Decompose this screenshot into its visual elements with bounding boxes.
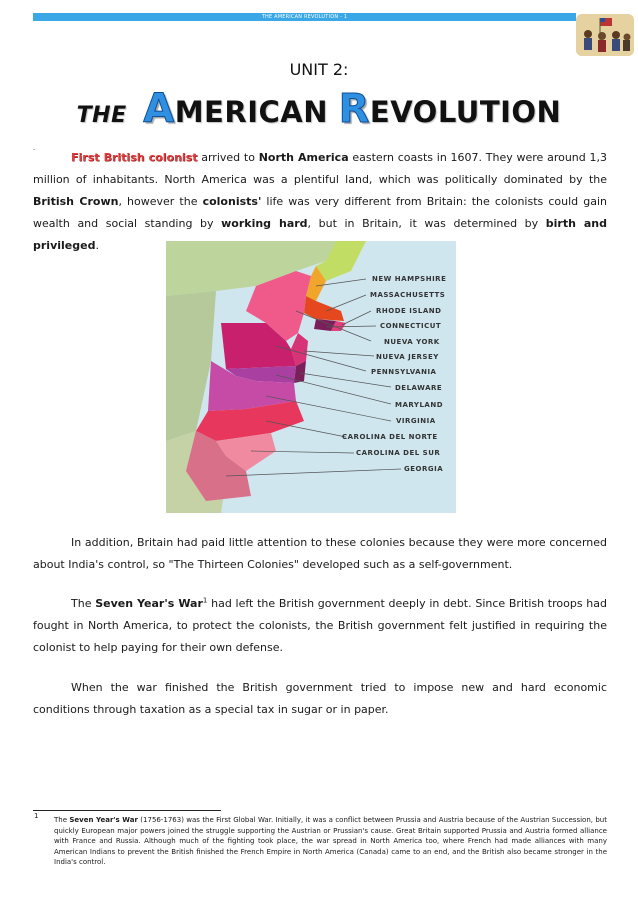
bullet-mark: - [33,146,36,153]
title-initial-r: R [338,86,370,132]
highlight-first-british-colonist: First British colonist [71,151,198,164]
map-label-massachusetts: MASSACHUSETTS [370,291,446,299]
paragraph-seven-years-war: The Seven Year's War$^1$ had left the British government deeply in debt. Since British troops had fought in North America, to protect the colonists, the British government felt justified in requiring the colonist to help paying for their own defense. [33,596,607,654]
map-label-new-hampshire: NEW HAMPSHIRE [372,275,447,283]
map-label-pennsylvania: PENNSYLVANIA [371,368,437,376]
title-the: THE [76,103,127,128]
map-label-carolina-del-norte: CAROLINA DEL NORTE [342,433,438,441]
page-title [0,86,638,132]
footnote-separator [33,810,221,811]
title-word-revolution: EVOLUTION [369,95,562,129]
map-label-nueva-jersey: NUEVA JERSEY [376,353,439,361]
footnote-reference[interactable]: 1 [202,596,208,605]
map-label-rhode-island: RHODE ISLAND [376,307,442,315]
map-label-virginia: VIRGINIA [396,417,436,425]
paragraph-taxation: When the war finished the British government tried to impose new and hard economic conditions through taxation as a special tax in sugar or in paper. [33,681,607,716]
soldiers-illustration [576,14,634,56]
footnote-text: The Seven Year's War (1756-1763) was the First Global War. Initially, it was a conflict between Prussia and Austria because of the Austrian Succession, but quickly European major powers joined the struggle supporting the Austrian or Prussian's cause. Great Britain supported Prussia and Austria formed alliance with France and Russia. Although much of the fighting took place, the war spread in North America too, where French had made alliances with many American Indians to prevent the British finished the French Empire in North America (Canada) came to an end, and the British also became stronger in the India's control. [54,816,607,866]
paragraph-intro: First British colonist arrived to North America eastern coasts in 1607. They were around 1,3 million of inhabitants. North America was a plentiful land, which was politically dominated by the British Crown, however the colonists' life was very different from Britain: the colonists could gain wealth and social standing by working hard, but in Britain, it was determined by birth and privileged. [33,151,607,252]
map-label-georgia: GEORGIA [404,465,444,473]
title-initial-a: A [143,86,175,132]
map-label-carolina-del-sur: CAROLINA DEL SUR [356,449,441,457]
thirteen-colonies-map [166,241,456,513]
footnote-number: 1 [34,812,39,820]
header-bar [33,13,576,21]
map-label-connecticut: CONNECTICUT [380,322,442,330]
map-label-maryland: MARYLAND [395,401,444,409]
map-label-nueva-york: NUEVA YORK [384,338,440,346]
running-title: THE AMERICAN REVOLUTION - 1 [261,14,348,20]
unit-heading: UNIT 2: [289,60,349,79]
paragraph-self-government: In addition, Britain had paid little attention to these colonies because they were more concerned about India's control, so "The Thirteen Colonies" developed such as a self-government. [33,536,607,571]
map-label-delaware: DELAWARE [395,384,443,392]
title-word-american: MERICAN [174,95,328,129]
